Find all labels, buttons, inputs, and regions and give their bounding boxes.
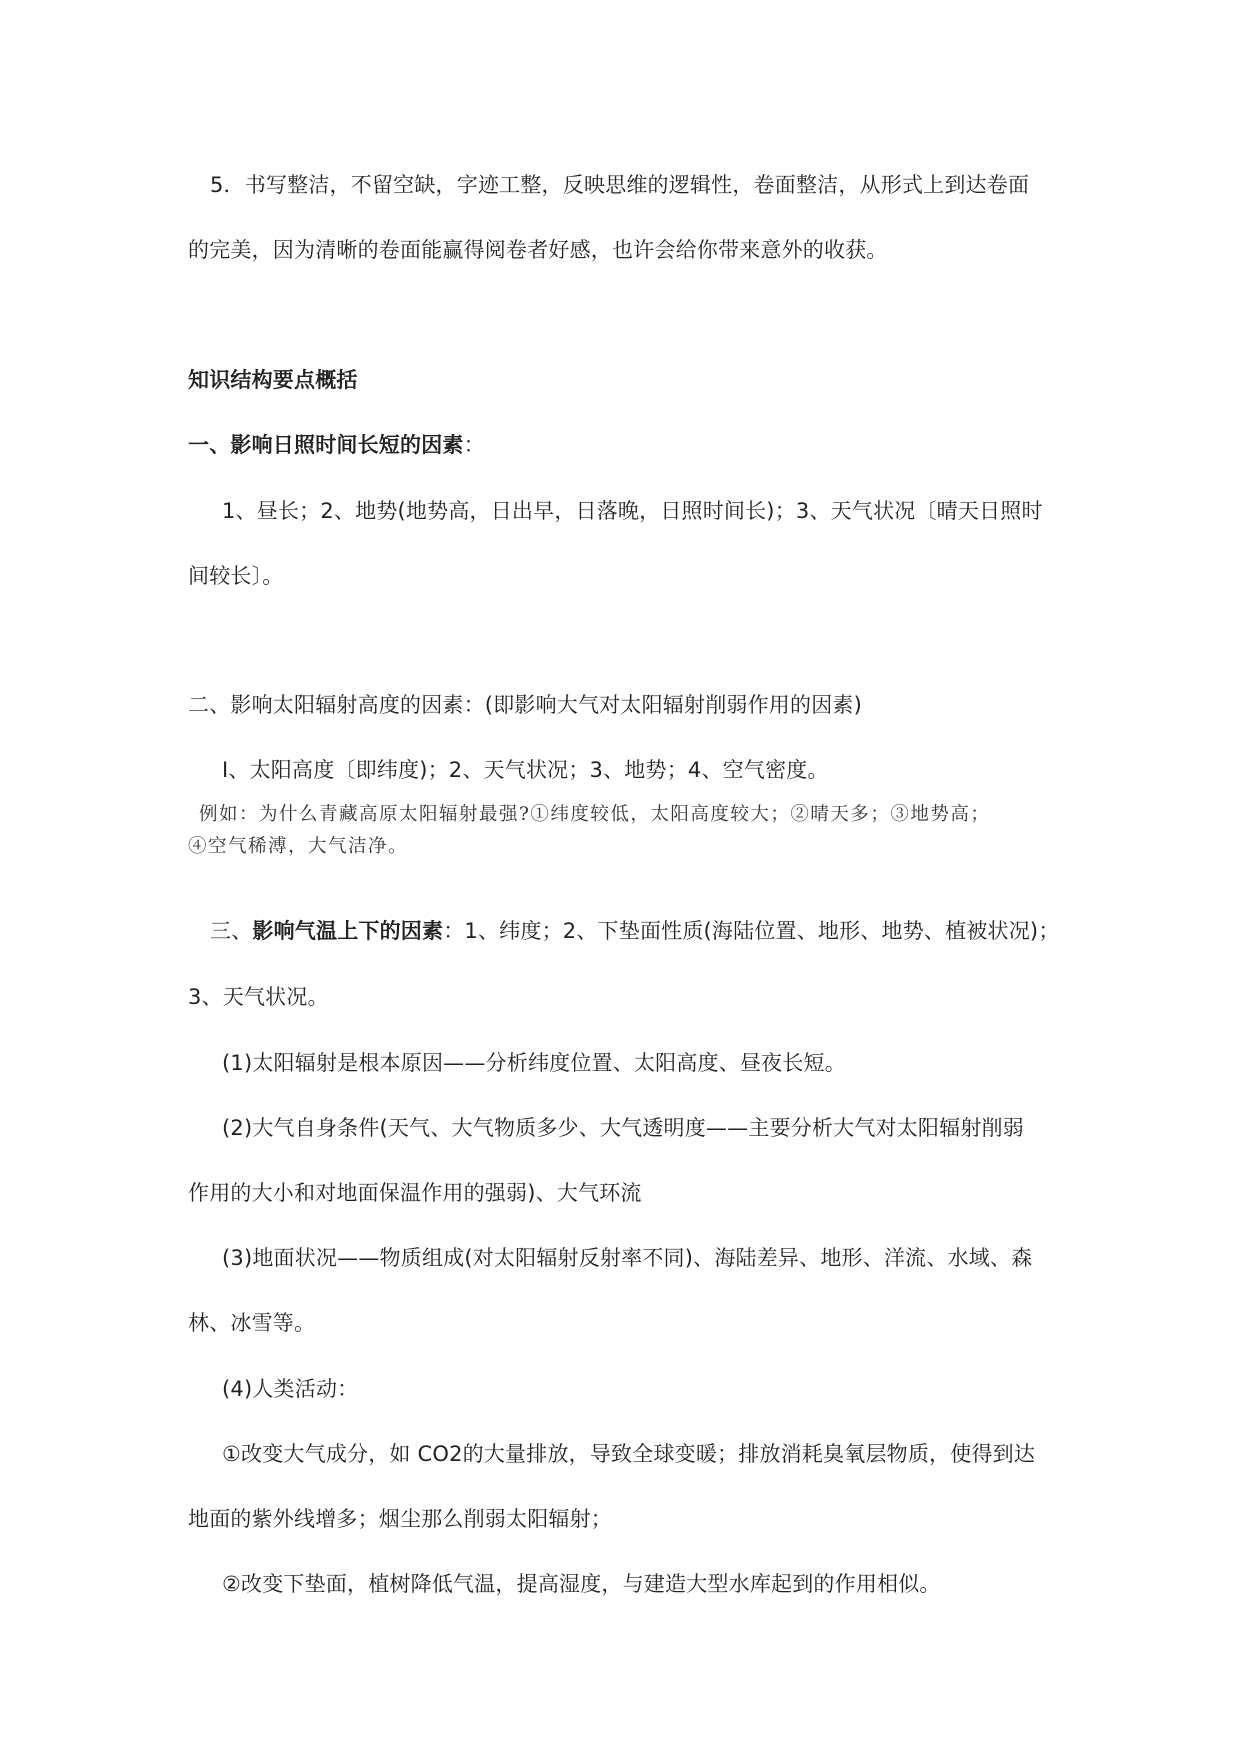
section3-rest: ：1、纬度；2、下垫面性质(海陆位置、地形、地势、植被状况)； [443,919,1060,943]
section1-title-line [188,430,485,460]
section1-title: 一、影响日照时间长短的因素 [188,433,464,457]
item5-line1: 5．书写整洁，不留空缺，字迹工整，反映思维的逻辑性，卷面整洁，从形式上到达卷面 [210,173,1030,197]
section3-line2: 3、天气状况。 [188,985,329,1009]
section3-p1: (1)太阳辐射是根本原因——分析纬度位置、太阳高度、昼夜长短。 [222,1051,846,1075]
section2-example-line1: 例如：为什么青藏高原太阳辐射最强?①纬度较低，太阳高度较大；②晴天多；③地势高； [199,804,991,825]
section-heading: 知识结构要点概括 [188,368,358,392]
section3-p3a: (3)地面状况——物质组成(对太阳辐射反射率不同)、海陆差异、地形、洋流、水域、森 [222,1246,1033,1270]
section3-p2a: (2)大气自身条件(天气、大气物质多少、大气透明度——主要分析大气对太阳辐射削弱 [222,1116,1024,1140]
item5-line2: 的完美，因为清晰的卷面能赢得阅卷者好感，也许会给你带来意外的收获。 [188,238,888,262]
section3-title: 影响气温上下的因素 [252,919,444,943]
section3-p2b: 作用的大小和对地面保温作用的强弱)、大气环流 [188,1181,642,1205]
section3-p5b: 地面的紫外线增多；烟尘那么削弱太阳辐射； [188,1507,612,1531]
section3-p5a: ①改变大气成分，如 CO2的大量排放，导致全球变暖；排放消耗臭氧层物质，使得到达 [222,1442,1036,1466]
section1-line2: 间较长〕。 [188,564,284,588]
section2-title: 二、影响太阳辐射高度的因素：(即影响大气对太阳辐射削弱作用的因素) [188,693,862,717]
section2-line1: Ⅰ、太阳高度〔即纬度)；2、天气状况；3、地势；4、空气密度。 [222,758,829,782]
section3-p3b: 林、冰雪等。 [188,1311,316,1335]
section2-example-line2: ④空气稀溥，大气洁净。 [188,836,409,857]
section3-p4: (4)人类活动： [222,1377,359,1401]
section3-prefix: 三、 [210,919,253,943]
section3-p6: ②改变下垫面，植树降低气温，提高湿度，与建造大型水库起到的作用相似。 [222,1572,941,1596]
section1-line1: 1、昼长；2、地势(地势高，日出早，日落晚，日照时间长)；3、天气状况〔晴天日照时 [222,499,1043,523]
section1-colon: ： [463,433,485,457]
section3-title-line [210,916,1060,946]
